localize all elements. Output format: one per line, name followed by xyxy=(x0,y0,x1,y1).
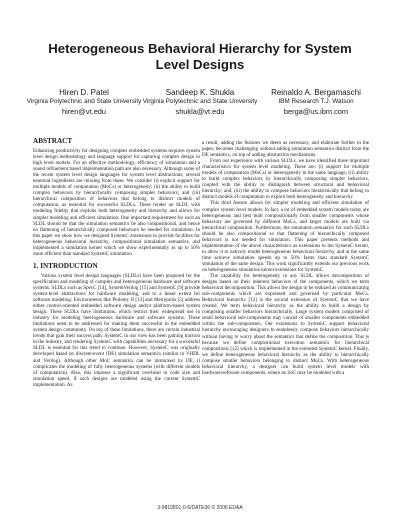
author-name: Sandeep K. Shukla xyxy=(165,88,235,97)
author-affiliation: IBM Research T.J. Watson xyxy=(278,98,354,105)
author-affiliation: Virginia Polytechnic and State University xyxy=(26,98,142,105)
author-email[interactable]: berga@us.ibm.com xyxy=(283,107,349,116)
abstract-heading: ABSTRACT xyxy=(33,137,73,145)
author-email[interactable]: shukla@vt.edu xyxy=(175,107,225,116)
author-3 xyxy=(258,88,374,116)
right-column xyxy=(202,140,369,376)
body-paragraph: From our experience with various SLDLs, we have identified three important characteristics for system level modeling. These are: (i) support for multiple models of computation (MoCs) or heterogeneity in the same language, (ii) ability to build complex behaviors by hierarchically composing simpler behaviors, coupled with the ability to distinguish between structural and behavioral hierarchy; and, (iii) the ability to compose behaviors hierarchically that belong to distinct models of computation to exploit both heterogeneity and hierarchy. xyxy=(202,158,369,201)
author-block xyxy=(26,88,374,116)
author-name: Reinaldo A. Bergamaschi xyxy=(271,88,361,97)
body-paragraph: This third feature allows for simpler modeling and efficient simulation of complex system level models. In fact, a lot of embedded system models today are heterogeneous and best built compositionally from smaller components whose behaviors are governed by different MoCs, and larger models are built via hierarchical composition. Furthermore, the simulation semantics for such SLDLs should be also compositional so that flattening of hierarchically composed behaviors is not needed for simulation. This paper presents methods and implementation of the above characteristics as extensions to the SystemC kernel, to allow it to natively model heterogeneous behavioral hierarchy, and at the same time achieve simulation speeds up to 50% faster than standard SystemC simulation of the same design. This work significantly extends our previous work on heterogeneous simulation kernel extensions for SystemC. xyxy=(202,200,369,273)
introduction-text: Various system level design languages (SLDLs) have been proposed for the specification and modeling of complex and heterogeneous hardware and software systems. SLDLs such as SpecC [14], SystemVerilog [15] and SystemC [9] provide system-level abstractions for hardware modeling, and to a lesser extent for software modeling. Environments like Ptolemy II [13] and Metropolis [5] address either control-oriented embedded software design and/or platform-based system design. These SLDLs have limitations, which restrict their widespread use in industry for modeling heterogeneous hardware and software systems. These limitations need to be addressed for making them successful in the embedded system design community. On top of these limitations, there are certain industrial trends that gain their success path. SystemC in our view has been gaining traction in the industry, and rendering SystemC with capabilities necessary for a successful SLDL is essential for this trend to continue. However, SystemC was originally developed based on discrete-event (DE) simulation semantics (similar to VHDL and Verilog). Although other MoC semantics can be mimicked by DE, it complicates the modeling of fully heterogeneous systems (with different models of computation). Also, this imposes a significant overhead in code size and simulation speed, if such designs are modeled using the current SystemC implementation. As xyxy=(33,272,200,388)
body-paragraph: a result, adding the features we deem as necessary, and elaborate further in the paper, becomes challenging without adding simulation semantics distinct from the DE semantics, on top of adding abstraction mechanisms. xyxy=(202,140,369,159)
paper-title: Heterogeneous Behavioral Hierarchy for System Level Designs xyxy=(48,41,352,72)
abstract-text: Enhancing productivity for designing complex embedded systems requires system level design methodology and language support for capturing complex design in high level models. For an effective methodology, efficiency of simulation and a sound refinement based implementation path are also necessary. Although some of the recent system level design languages for system level abstractions, several essential ingredients are missing from these. We consider (i) explicit support for multiple models of computation (MoCs) or heterogeneity; (ii) the ability to build complex behaviors by hierarchically composing simpler behaviors; and (iii) hierarchical composition of behaviors that belong to distinct models of computation, as essential for successful SLDLs. These render an SLDL with modeling fidelity that exploits both heterogeneity and hierarchy and allows for simpler modeling and efficient simulation. One important requirement for such an SLDL should be that the simulation semantics be also compositional, and hence no flattening of hierarchically composed behaviors be needed for simulation. In this paper we show how we designed SystemC extensions to provide facilities for heterogeneous behavioral hierarchy, compositional simulation semantics, and implemented a simulation kernel which we show experimentally as up to 50% more efficient than standard SystemC simulation. xyxy=(33,148,200,257)
body-paragraph: The capability for heterogeneity in any SLDL allows decomposition of designs based on their inherent behaviors of the components, which we term behavioral decomposition. This allows the design to be realized as communicating sub-components which are expressed and governed by particular MoCs. Behavioral hierarchy [12] is the second extension of SystemC that we have created. We term behavioral hierarchy as the ability to build a design by composing smaller behaviors hierarchically. Large system models comprised of small behavioral sub-components may consist of smaller components embedded within the sub-components. Our extensions to SystemC support behavioral hierarchy encouraging designers to seamlessly compose behaviors hierarchically without having to worry about the semantics that define the composition. This is because we define compositional execution semantics for hierarchical compositions [12] which is implemented in the extended SystemC kernel. Finally, we define heterogeneous behavioral hierarchy as the ability to hierarchically compose smaller behaviors belonging to distinct MoCs. With heterogeneous behavioral hierarchy, a designer can build system level models with hardware/software components, where an SoC may be modeled with a xyxy=(202,273,369,376)
left-column xyxy=(33,137,200,388)
author-name: Hiren D. Patel xyxy=(59,88,109,97)
copyright-footer: 3-9810801-0-6/DATE06 © 2006 EDAA xyxy=(157,505,243,511)
author-2 xyxy=(142,88,258,116)
author-1 xyxy=(26,88,142,116)
introduction-heading: 1. INTRODUCTION xyxy=(33,261,98,270)
author-email[interactable]: hiren@vt.edu xyxy=(61,107,107,116)
author-affiliation: Virginia Polytechnic and State University xyxy=(142,98,258,105)
